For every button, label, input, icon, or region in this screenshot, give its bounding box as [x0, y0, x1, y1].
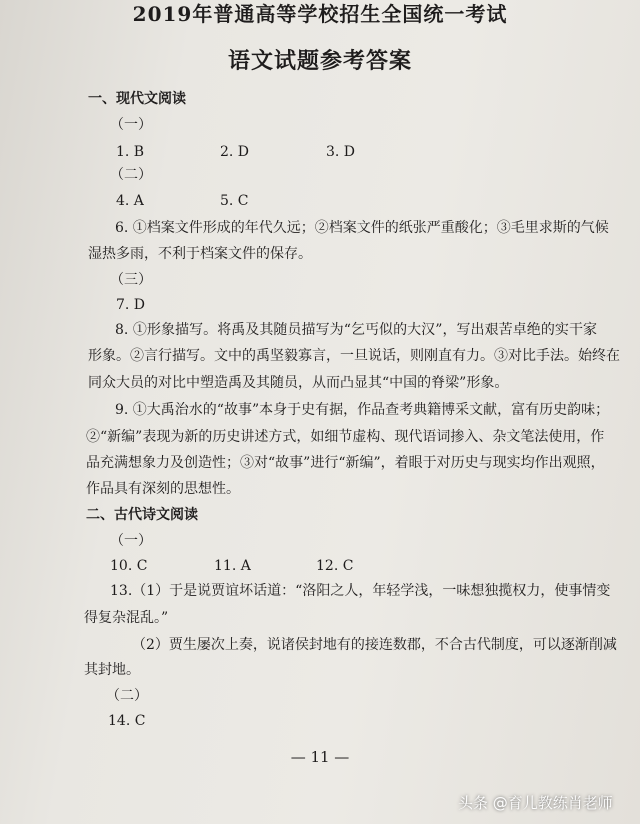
- subsection-label: （三）: [110, 272, 152, 288]
- subsection-label: （二）: [110, 167, 152, 183]
- answer: 1. B: [116, 144, 145, 160]
- answer: 10. C: [110, 558, 148, 574]
- answer-text: 作品具有深刻的思想性。: [86, 481, 240, 497]
- exam-title: 2019年普通高等学校招生全国统一考试: [132, 2, 508, 26]
- section-heading: 一、现代文阅读: [88, 91, 186, 107]
- answer-text: 同众大员的对比中塑造禹及其随员，从而凸显其“中国的脊梁”形象。: [88, 375, 509, 391]
- answer-text: （2）贾生屡次上奏，说诸侯封地有的接连数郡，不合古代制度，可以逐渐削减: [132, 637, 617, 653]
- answer: 4. A: [116, 193, 144, 209]
- subsection-label: （一）: [110, 533, 152, 549]
- answer: 12. C: [316, 558, 354, 574]
- subsection-label: （一）: [110, 117, 152, 133]
- watermark: 头条 @育儿教练肖老师: [458, 794, 613, 812]
- answer-text: 6. ①档案文件形成的年代久远；②档案文件的纸张严重酸化；③毛里求斯的气候: [115, 220, 609, 236]
- answer-text: ②“新编”表现为新的历史讲述方式，如细节虚构、现代语词掺入、杂文笔法使用，作: [86, 429, 605, 445]
- answer: 3. D: [326, 144, 356, 160]
- answer-text: 湿热多雨，不利于档案文件的保存。: [88, 246, 312, 262]
- answer: 5. C: [220, 193, 249, 209]
- answer: 7. D: [116, 297, 146, 313]
- answer-text: 13.（1）于是说贾谊坏话道：“洛阳之人，年轻学浅，一味想独揽权力，使事情变: [110, 583, 611, 599]
- answer-text: 9. ①大禹治水的“故事”本身于史有据，作品查考典籍博采文献，富有历史韵味；: [115, 402, 610, 418]
- answer-text: 其封地。: [84, 662, 140, 678]
- answer-text: 得复杂混乱。”: [84, 610, 169, 626]
- answer: 14. C: [108, 713, 146, 729]
- answer: 11. A: [214, 558, 251, 574]
- answer-text: 8. ①形象描写。将禹及其随员描写为“乞丐似的大汉”，写出艰苦卓绝的实干家: [115, 322, 597, 338]
- answer: 2. D: [220, 144, 250, 160]
- subsection-label: （二）: [106, 688, 148, 704]
- document-title: 语文试题参考答案: [227, 49, 412, 74]
- section-heading: 二、古代诗文阅读: [86, 507, 198, 523]
- answer-text: 形象。②言行描写。文中的禹坚毅寡言，一旦说话，则刚直有力。③对比手法。始终在: [88, 348, 620, 364]
- answer-text: 品充满想象力及创造性；③对“故事”进行“新编”，着眼于对历史与现实均作出观照，: [86, 455, 605, 471]
- page-number: — 11 —: [290, 748, 350, 766]
